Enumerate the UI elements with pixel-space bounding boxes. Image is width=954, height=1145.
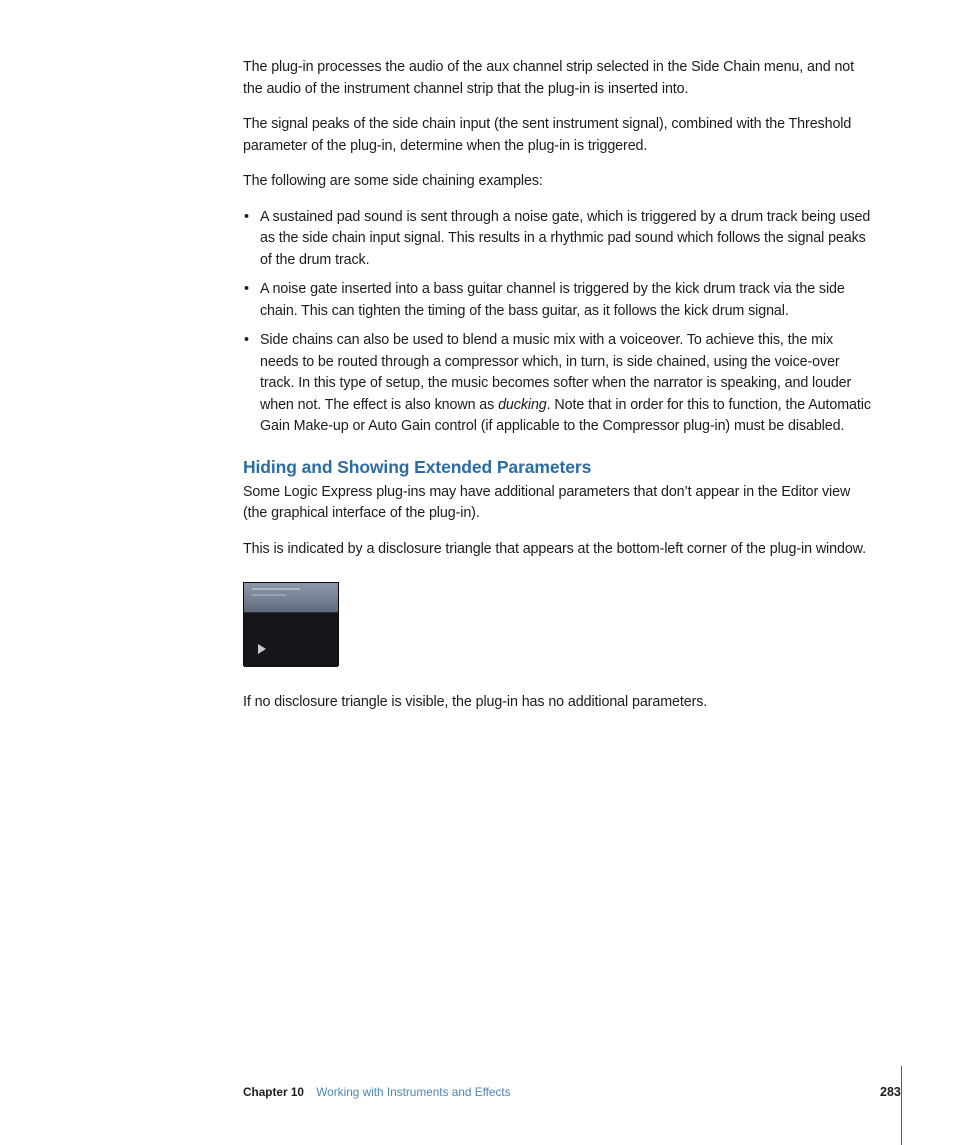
page-content <box>243 57 875 728</box>
titlebar-line-icon <box>252 588 300 590</box>
paragraph-no-disclosure-triangle: If no disclosure triangle is visible, the plug-in has no additional parameters. <box>243 694 708 710</box>
bullet-marker-icon: • <box>244 332 249 348</box>
paragraph-disclosure-triangle: This is indicated by a disclosure triangle that appears at the bottom-left corner of the plug-in window. <box>243 540 866 557</box>
bullet-marker-icon: • <box>244 281 249 297</box>
footer-chapter-label: Chapter 10 <box>243 1085 304 1099</box>
paragraph-side-chain-processing: The plug-in processes the audio of the aux channel strip selected in the Side Chain menu, and not the audio of the instrument channel strip that the plug-in is inserted into. <box>243 59 855 97</box>
footer-chapter-title: Working with Instruments and Effects <box>316 1085 511 1099</box>
titlebar-line-secondary-icon <box>252 594 286 596</box>
list-item-text-part2: . Note that in order for this to function, the Automatic Gain Make-up or Auto Gain control (if applicable to the Compressor plug-in) must be disabled. <box>260 396 871 434</box>
plugin-window-illustration <box>243 582 339 666</box>
plugin-window-figure <box>243 582 339 666</box>
list-item-text: A sustained pad sound is sent through a noise gate, which is triggered by a drum track being used as the side chain input signal. This results in a rhythmic pad sound which follows the signal peaks of the drum track. <box>260 208 871 268</box>
page-number: 283 <box>880 1085 901 1099</box>
footer-divider <box>901 1066 902 1145</box>
paragraph-extended-parameters: Some Logic Express plug-ins may have additional parameters that don’t appear in the Editor view (the graphical interface of the plug-in). <box>243 483 851 521</box>
list-item-text-part1: Side chains can also be used to blend a music mix with a voiceover. To achieve this, the mix needs to be routed through a compressor which, in turn, is side chained, using the voice-over track. In this type of setup, the music becomes softer when the narrator is speaking, and louder when not. The effect is also known as <box>260 332 852 413</box>
page-footer <box>243 1085 903 1099</box>
disclosure-triangle-icon <box>258 644 266 654</box>
list-item <box>243 330 875 438</box>
side-chaining-examples-list <box>243 207 875 438</box>
list-item <box>243 207 875 272</box>
paragraph-examples-intro: The following are some side chaining examples: <box>243 173 543 189</box>
list-item <box>243 279 875 322</box>
list-item-text: A noise gate inserted into a bass guitar channel is triggered by the kick drum track via the side chain. This can tighten the timing of the bass guitar, as it follows the kick drum signal. <box>260 281 845 319</box>
plugin-titlebar <box>244 583 338 613</box>
plugin-body <box>244 613 338 667</box>
bullet-marker-icon: • <box>244 208 249 225</box>
list-item-emphasis: ducking <box>498 396 547 413</box>
paragraph-signal-peaks: The signal peaks of the side chain input (the sent instrument signal), combined with the Threshold parameter of the plug-in, determine when the plug-in is triggered. <box>243 116 852 154</box>
section-heading: Hiding and Showing Extended Parameters <box>243 456 592 477</box>
